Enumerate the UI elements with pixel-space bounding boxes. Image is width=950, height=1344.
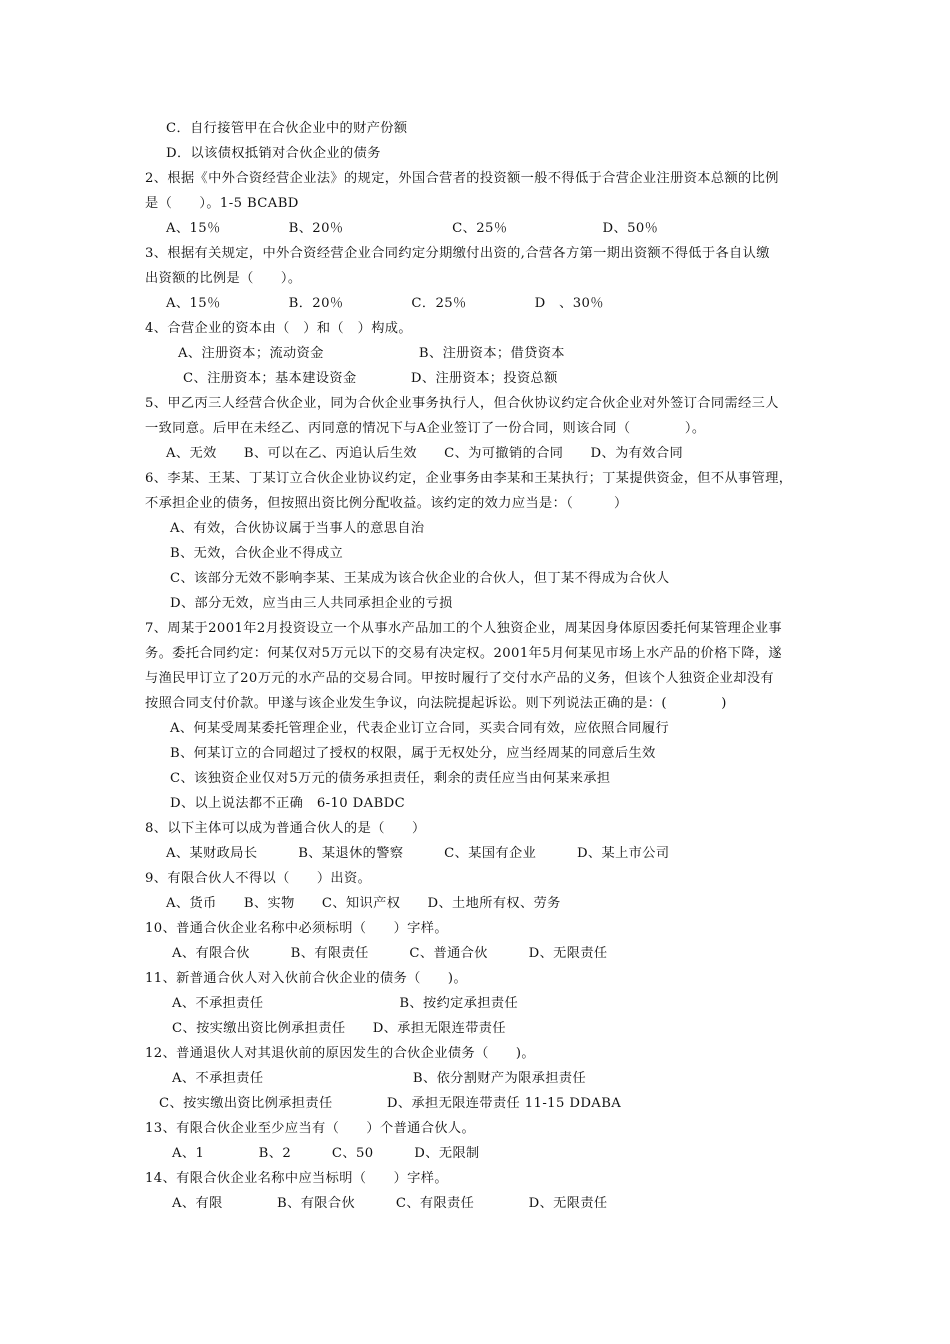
text-line: C．自行接管甲在合伙企业中的财产份额 — [166, 121, 408, 136]
question-11-line: 11、新普通合伙人对入伙前合伙企业的债务（ )。 — [145, 971, 468, 986]
options-line: C、按实缴出资比例承担责任 D、承担无限连带责任 11-15 DDABA — [159, 1096, 622, 1111]
options-line: A、1 B、2 C、50 D、无限制 — [172, 1146, 480, 1161]
options-line: A、有限合伙 B、有限责任 C、普通合伙 D、无限责任 — [172, 946, 608, 961]
question-7-line-4: 按照合同支付价款。甲遂与该企业发生争议，向法院提起诉讼。则下列说法正确的是：( ) — [145, 696, 727, 711]
option-line: D、以上说法都不正确 6-10 DABDC — [170, 796, 406, 811]
options-line: A、某财政局长 B、某退休的警察 C、某国有企业 D、某上市公司 — [166, 846, 670, 861]
question-5-line-1: 5、甲乙丙三人经营合伙企业，同为合伙企业事务执行人，但合伙协议约定合伙企业对外签订合同需经三人 — [145, 396, 779, 411]
question-10-line: 10、普通合伙企业名称中必须标明（ ）字样。 — [145, 921, 448, 936]
text-line: D．以该债权抵销对合伙企业的债务 — [166, 146, 381, 161]
option-line: A、有效，合伙协议属于当事人的意思自治 — [170, 521, 425, 536]
question-12-line: 12、普通退伙人对其退伙前的原因发生的合伙企业债务（ )。 — [145, 1046, 535, 1061]
question-6-line-1: 6、李某、王某、丁某订立合伙企业协议约定，企业事务由李某和王某执行；丁某提供资金，但不从事管理， — [145, 471, 793, 486]
question-7-line-1: 7、周某于2001年2月投资设立一个从事水产品加工的个人独资企业，周某因身体原因委托何某管理企业事 — [145, 621, 782, 636]
question-2-line-1: 2、根据《中外合资经营企业法》的规定，外国合营者的投资额一般不得低于合营企业注册资本总额的比例 — [145, 171, 779, 186]
question-13-line: 13、有限合伙企业至少应当有（ ）个普通合伙人。 — [145, 1121, 476, 1136]
option-line: B、无效，合伙企业不得成立 — [170, 546, 344, 561]
question-5-line-2: 一致同意。后甲在未经乙、丙同意的情况下与A企业签订了一份合同，则该合同（ ）。 — [145, 421, 706, 436]
options-line: A、无效 B、可以在乙、丙追认后生效 C、为可撤销的合同 D、为有效合同 — [166, 446, 684, 461]
option-line: B、何某订立的合同超过了授权的权限，属于无权处分，应当经周某的同意后生效 — [170, 746, 656, 761]
question-7-line-3: 与渔民甲订立了20万元的水产品的交易合同。甲按时履行了交付水产品的义务，但该个人独资企业却没有 — [145, 671, 775, 686]
question-7-line-2: 务。委托合同约定：何某仅对5万元以下的交易有决定权。2001年5月何某见市场上水产品的价格下降，遂 — [145, 646, 782, 661]
question-2-line-2: 是（ ）。1-5 BCABD — [145, 196, 299, 211]
options-line: A、货币 B、实物 C、知识产权 D、土地所有权、劳务 — [166, 896, 561, 911]
option-line: A、何某受周某委托管理企业，代表企业订立合同，买卖合同有效，应依照合同履行 — [170, 721, 670, 736]
question-3-line-2: 出资额的比例是（ ）。 — [145, 271, 302, 286]
option-line: C、该独资企业仅对5万元的债务承担责任，剩余的责任应当由何某来承担 — [170, 771, 611, 786]
question-4-line: 4、合营企业的资本由（ ）和（ ）构成。 — [145, 321, 412, 336]
options-line: A、不承担责任 B、按约定承担责任 — [172, 996, 519, 1011]
options-line: A、注册资本；流动资金 B、注册资本；借贷资本 — [178, 346, 565, 361]
options-line: A、15％ B、20％ C、25％ D、50％ — [166, 221, 659, 236]
options-line: A、15％ B．20％ C．25％ D 、30％ — [166, 296, 604, 311]
question-8-line: 8、以下主体可以成为普通合伙人的是（ ） — [145, 821, 426, 836]
question-14-line: 14、有限合伙企业名称中应当标明（ ）字样。 — [145, 1171, 448, 1186]
question-3-line-1: 3、根据有关规定，中外合资经营企业合同约定分期缴付出资的,合营各方第一期出资额不得低于各自认缴 — [145, 246, 770, 261]
question-6-line-2: 不承担企业的债务，但按照出资比例分配收益。该约定的效力应当是：（ ） — [145, 496, 628, 511]
option-line: D、部分无效，应当由三人共同承担企业的亏损 — [170, 596, 453, 611]
options-line: A、有限 B、有限合伙 C、有限责任 D、无限责任 — [172, 1196, 608, 1211]
options-line: C、按实缴出资比例承担责任 D、承担无限连带责任 — [172, 1021, 506, 1036]
options-line: A、不承担责任 B、依分割财产为限承担责任 — [172, 1071, 587, 1086]
options-line: C、注册资本；基本建设资金 D、注册资本；投资总额 — [183, 371, 558, 386]
option-line: C、该部分无效不影响李某、王某成为该合伙企业的合伙人，但丁某不得成为合伙人 — [170, 571, 670, 586]
question-9-line: 9、有限合伙人不得以（ ）出资。 — [145, 871, 372, 886]
